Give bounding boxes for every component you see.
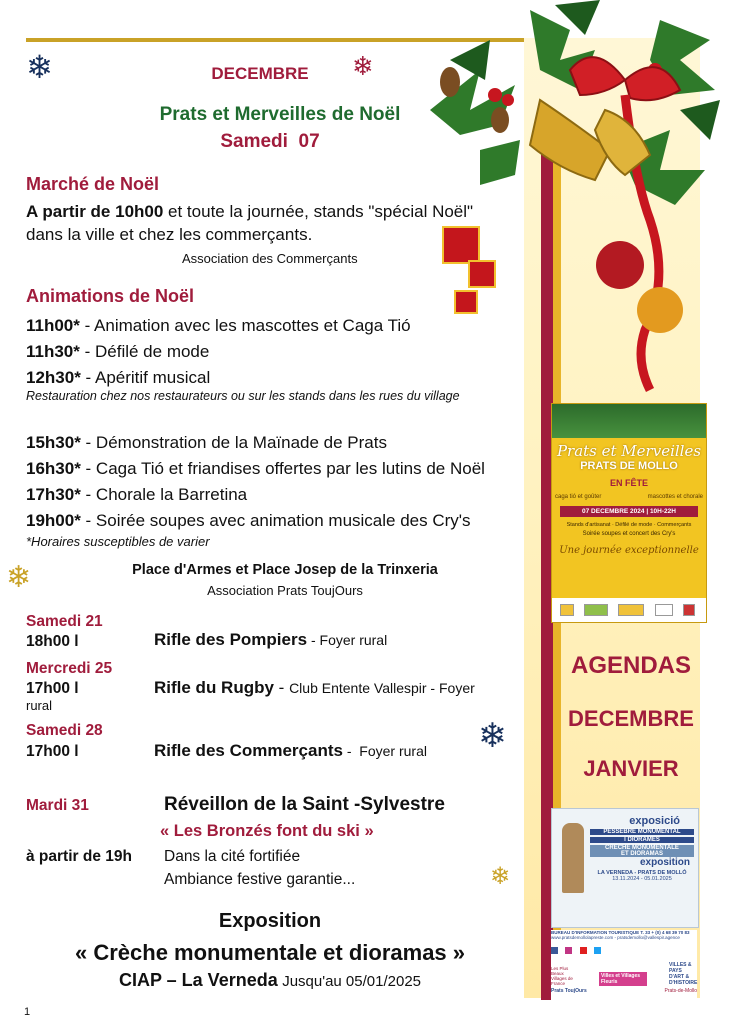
event-day: Samedi 07 bbox=[220, 131, 320, 152]
rifle-entry bbox=[154, 630, 387, 650]
schedule-time: 15h30* bbox=[26, 433, 81, 452]
marche-lead-text: et toute la journée, stands "spécial Noël" bbox=[163, 202, 474, 221]
reveillon-day: Mardi 31 bbox=[26, 797, 89, 814]
schedule-time: 19h00* bbox=[26, 511, 81, 530]
board-exposition: exposition bbox=[639, 857, 690, 868]
logo-icon bbox=[584, 604, 608, 616]
schedule-text: - Démonstration de la Maïnade de Prats bbox=[80, 433, 387, 452]
santon-figure-icon bbox=[562, 823, 584, 893]
snowflake-icon: ❄ bbox=[352, 52, 374, 82]
rifle-day: Samedi 28 bbox=[26, 722, 103, 739]
partner-logos-row2 bbox=[551, 988, 697, 994]
sidebar-decembre: DECEMBRE bbox=[568, 706, 694, 731]
board-exposicio: exposició bbox=[629, 815, 680, 827]
animations-place: Place d'Armes et Place Josep de la Trinxeria bbox=[132, 562, 438, 578]
poster-tag-right: mascottes et chorale bbox=[647, 494, 703, 500]
marche-line2: dans la ville et chez les commerçants. bbox=[26, 225, 313, 244]
poster-stands: Stands d'artisanat · Défilé de mode · Commerçants bbox=[566, 522, 692, 528]
exposition-title: « Crèche monumentale et dioramas » bbox=[74, 940, 466, 965]
logo-villes-fleuris: Villes et Villages Fleuris bbox=[599, 972, 647, 986]
footer-web: www.pratsdemollolapreste.com - pratsdemollo@vallespir.agence bbox=[551, 935, 680, 940]
page-number: 1 bbox=[24, 1006, 31, 1018]
rifle-time: 17h00 l bbox=[26, 743, 79, 760]
board-line4: ET DIORAMAS bbox=[590, 851, 694, 857]
animations-organizer: Association Prats ToujOurs bbox=[207, 583, 363, 598]
partners-footer bbox=[551, 930, 697, 1002]
marche-lead bbox=[26, 202, 516, 222]
logo-icon bbox=[655, 604, 673, 616]
reveillon-subtitle: « Les Bronzés font du ski » bbox=[160, 822, 374, 840]
event-poster bbox=[551, 403, 707, 623]
list-item bbox=[26, 430, 546, 456]
list-item bbox=[26, 482, 546, 508]
snowflake-icon: ❄ bbox=[478, 716, 507, 756]
board-dates: 13.11.2024 - 05.01.2025 bbox=[612, 876, 672, 882]
rifle-sep: - bbox=[307, 632, 320, 648]
snowflake-icon: ❄ bbox=[490, 862, 511, 890]
sidebar-agendas: AGENDAS bbox=[570, 652, 691, 679]
rifle-sep: - bbox=[273, 678, 290, 697]
rifle-title: Rifle des Pompiers bbox=[154, 630, 308, 649]
rifle-entry bbox=[154, 741, 427, 761]
gift-box-icon bbox=[442, 226, 480, 264]
logo-prats-de-mollo: Prats-de-Mollo bbox=[664, 988, 697, 994]
poster-soiree: Soirée soupes et concert des Cry's bbox=[582, 531, 676, 537]
rifle-time: 18h00 l bbox=[26, 633, 79, 650]
rifle-entry bbox=[154, 678, 475, 698]
instagram-icon[interactable] bbox=[565, 947, 572, 954]
reveillon-line2: Ambiance festive garantie... bbox=[164, 871, 356, 888]
rifle-place: Foyer rural bbox=[359, 743, 427, 759]
sidebar-janvier: JANVIER bbox=[583, 756, 679, 781]
horaires-note: *Horaires susceptibles de varier bbox=[26, 534, 210, 549]
schedule-text: - Animation avec les mascottes et Caga Tió bbox=[79, 316, 411, 335]
social-icons bbox=[551, 942, 697, 960]
schedule-time: 11h30* bbox=[26, 342, 80, 361]
rifle-time: 17h00 l bbox=[26, 680, 79, 697]
poster-logo-strip bbox=[552, 598, 706, 622]
animations-heading: Animations de Noël bbox=[26, 286, 195, 306]
logo-icon bbox=[683, 604, 695, 616]
month-title: DECEMBRE bbox=[211, 64, 309, 83]
rifle-place: Club Entente Vallespir - Foyer bbox=[289, 680, 475, 696]
rifle-title: Rifle des Commerçants bbox=[154, 741, 343, 760]
schedule-text: - Chorale la Barretina bbox=[80, 485, 248, 504]
facebook-icon[interactable] bbox=[551, 947, 558, 954]
list-item bbox=[26, 339, 536, 365]
board-text bbox=[586, 809, 698, 882]
schedule-time: 17h30* bbox=[26, 485, 81, 504]
schedule-text: - Caga Tió et friandises offertes par les lutins de Noël bbox=[80, 459, 485, 478]
board-place: LA VERNEDA - PRATS DE MOLLÓ bbox=[597, 870, 687, 876]
exposition-board bbox=[551, 808, 699, 928]
rifle-day: Mercredi 25 bbox=[26, 660, 113, 677]
list-item bbox=[26, 508, 546, 534]
schedule-text: - Défilé de mode bbox=[79, 342, 210, 361]
reveillon-title: Réveillon de la Saint -Sylvestre bbox=[164, 794, 445, 815]
list-item bbox=[26, 365, 536, 391]
youtube-icon[interactable] bbox=[580, 947, 587, 954]
snowflake-icon: ❄ bbox=[26, 48, 53, 86]
schedule-text: - Apéritif musical bbox=[80, 368, 211, 387]
poster-town: PRATS DE MOLLO bbox=[580, 460, 678, 472]
schedule-time: 16h30* bbox=[26, 459, 81, 478]
poster-tag-left: caga tió et goûter bbox=[555, 494, 602, 500]
logo-icon bbox=[618, 604, 644, 616]
schedule-time: 11h00* bbox=[26, 316, 80, 335]
footer-bureau: BUREAU D'INFORMATION TOURISTIQUE T. 33 + (0) 4 68 39 70 83 bbox=[551, 930, 690, 935]
rifle-sep: - bbox=[342, 743, 360, 759]
board-line2: I DIORAMES bbox=[590, 837, 694, 843]
poster-en-fete: EN FÊTE bbox=[609, 478, 648, 488]
exposition-place-line bbox=[40, 970, 500, 991]
exposition-place: CIAP – La Verneda bbox=[118, 970, 278, 990]
marche-organizer: Association des Commerçants bbox=[182, 251, 358, 266]
list-item bbox=[26, 313, 536, 339]
exposition-until: Jusqu'au 05/01/2025 bbox=[282, 973, 422, 990]
poster-tags bbox=[552, 494, 706, 500]
board-line1: PESSEBRE MONUMENTAL bbox=[590, 829, 694, 835]
snowflake-icon: ❄ bbox=[6, 560, 32, 595]
logo-icon bbox=[560, 604, 574, 616]
gift-box-icon bbox=[468, 260, 496, 288]
reveillon-line1: Dans la cité fortifiée bbox=[164, 848, 301, 865]
poster-garland bbox=[552, 404, 706, 438]
partner-logos bbox=[551, 962, 697, 986]
animations-afternoon-list bbox=[26, 430, 546, 534]
event-title: Prats et Merveilles de Noël bbox=[159, 104, 401, 125]
marche-lead-time: A partir de 10h00 bbox=[26, 202, 164, 221]
rifle-place-continued: rural bbox=[26, 698, 53, 713]
marche-heading: Marché de Noël bbox=[26, 174, 160, 194]
list-item bbox=[26, 456, 546, 482]
animations-morning-list bbox=[26, 313, 536, 391]
rifle-title: Rifle du Rugby bbox=[154, 678, 274, 697]
schedule-text: - Soirée soupes avec animation musicale des Cry's bbox=[80, 511, 471, 530]
poster-date: 07 DECEMBRE 2024 | 10H-22H bbox=[560, 506, 698, 517]
poster-tagline: Une journée exceptionnelle bbox=[559, 545, 699, 556]
schedule-time: 12h30* bbox=[26, 368, 81, 387]
exposition-heading: Exposition bbox=[218, 910, 322, 932]
reveillon-time: à partir de 19h bbox=[26, 848, 132, 865]
rifle-place: Foyer rural bbox=[319, 632, 388, 648]
logo-beaux-villages: Les Plus Beaux Villages de France bbox=[551, 966, 573, 986]
rifle-day: Samedi 21 bbox=[26, 613, 103, 630]
twitter-icon[interactable] bbox=[594, 947, 601, 954]
poster-script-title: Prats et Merveilles bbox=[556, 442, 702, 460]
logo-prats-toujours: Prats ToujOurs bbox=[551, 988, 587, 994]
logo-villes-pays: VILLES & PAYS D'ART & D'HISTOIRE bbox=[669, 962, 698, 986]
restauration-note: Restauration chez nos restaurateurs ou sur les stands dans les rues du village bbox=[26, 389, 460, 403]
gift-box-icon bbox=[454, 290, 478, 314]
board-line3: CRECHE MONUMENTALE bbox=[590, 845, 694, 851]
